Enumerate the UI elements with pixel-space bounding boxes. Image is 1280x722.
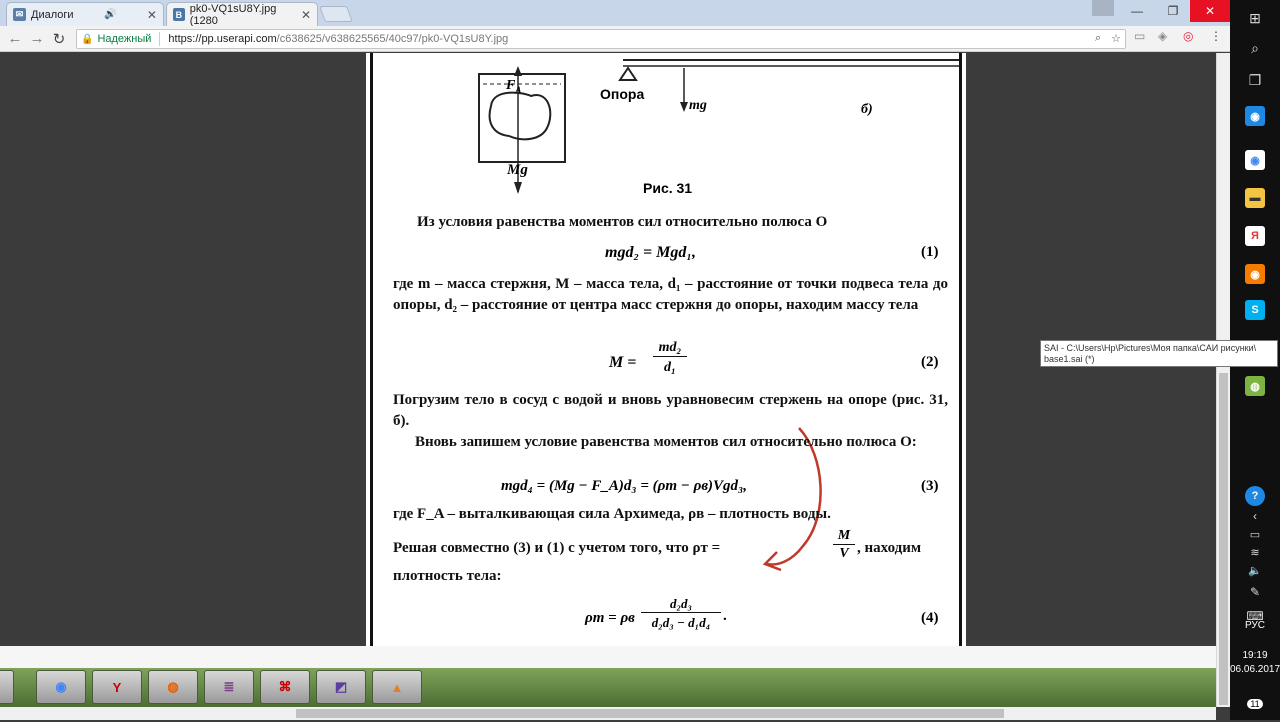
yandex-browser-icon[interactable] — [0, 670, 14, 704]
chevron-left-icon[interactable]: ‹ — [1253, 509, 1257, 523]
fig-fa-label: $F_A$ — [506, 78, 522, 95]
equation-number: (4) — [921, 610, 939, 626]
reload-icon[interactable]: ↻ — [52, 31, 66, 48]
fraction-numerator: d₂d₃ — [641, 596, 721, 613]
menu-icon[interactable]: ⋮ — [1210, 29, 1222, 43]
app-icon[interactable]: ◍ — [1245, 376, 1265, 396]
firefox-icon[interactable]: ◍ — [148, 670, 198, 704]
paragraph: Вновь запишем условие равенства моментов сил относительно полюса O: — [415, 434, 917, 450]
tooltip-line: base1.sai (*) — [1044, 354, 1095, 364]
vk-icon: В — [173, 8, 185, 21]
vessel-outline — [479, 74, 565, 162]
divider — [159, 32, 160, 46]
new-tab-button[interactable] — [319, 6, 353, 22]
skype-icon[interactable]: S — [1245, 300, 1265, 320]
browser-toolbar — [0, 26, 1230, 52]
chrome-icon[interactable]: ◉ — [1245, 150, 1265, 170]
arrow-down-icon — [680, 102, 688, 112]
taskbar-tooltip — [1040, 340, 1278, 367]
notification-center-icon[interactable] — [1230, 686, 1280, 722]
volume-icon[interactable]: 🔈 — [1248, 564, 1262, 577]
minimize-button[interactable]: — — [1131, 4, 1143, 18]
sai-icon[interactable]: ◩ — [316, 670, 366, 704]
fig-support-label: Опора — [600, 86, 645, 102]
winrar-icon[interactable]: ≣ — [204, 670, 254, 704]
extension-icon[interactable]: ▭ — [1134, 29, 1146, 43]
text-line: Из условия равенства моментов сил относительно полюса O — [417, 214, 828, 230]
body-shape — [490, 93, 551, 140]
keyboard-icon[interactable]: ⌨ — [1246, 609, 1264, 623]
wifi-icon[interactable]: ≋ — [1250, 546, 1260, 559]
tab-title: Диалоги — [31, 8, 74, 21]
app-icon[interactable]: ◉ — [1245, 264, 1265, 284]
paragraph: Решая совместно (3) и (1) с учетом того, что ρт = — [393, 540, 721, 556]
tab-title: pk0-VQ1sU8Y.jpg (1280 — [189, 2, 277, 27]
paragraph: где m – масса стержня, M – масса тела, d₁ – расстояние от точки подвеса тела до опоры, d₂ – расстояние от центра масс стержня до опоры, находим массу тела — [393, 276, 948, 313]
search-icon[interactable]: ⌕ — [1251, 39, 1259, 56]
url-path: /c638625/v638625565/40c97/pk0-VQ1sU8Y.jpg — [276, 33, 509, 45]
tab-close-icon[interactable]: ✕ — [146, 7, 157, 22]
yandex-icon[interactable]: Y — [92, 670, 142, 704]
address-bar[interactable] — [76, 29, 1126, 49]
battery-icon[interactable]: ▭ — [1249, 528, 1261, 541]
tooltip-line: SAI - C:\Users\Hp\Pictures\Моя папка\САИ рисунки\ — [1044, 343, 1257, 353]
task-view-icon[interactable]: ❐ — [1248, 71, 1262, 88]
arrow-up-icon — [514, 66, 522, 76]
horizontal-scroll-thumb[interactable] — [296, 709, 1004, 718]
equation-4-lhs: ρт = ρв — [585, 610, 635, 626]
fig-Mg-label: Mg — [507, 162, 528, 178]
clock-date[interactable]: 06.06.2017 — [1230, 664, 1280, 675]
file-explorer-icon[interactable]: ▬ — [1245, 188, 1265, 208]
extension-target-icon[interactable]: ◎ — [1183, 29, 1194, 43]
bookmark-star-icon[interactable]: ☆ — [1111, 33, 1121, 45]
equation-number: (2) — [921, 354, 939, 370]
image-viewport — [0, 53, 1216, 646]
fraction-denominator: V — [839, 546, 849, 561]
extension-shield-icon[interactable]: ◈ — [1158, 29, 1168, 43]
arrow-down-icon — [514, 182, 522, 194]
zoom-icon[interactable]: ⌕ — [1094, 32, 1102, 44]
yandex-icon[interactable]: Я — [1245, 226, 1265, 246]
horizontal-scrollbar[interactable] — [0, 707, 1216, 720]
clock-time[interactable]: 19:19 — [1242, 650, 1268, 661]
equation-number: (1) — [921, 244, 939, 260]
paragraph: Погрузим тело в сосуд с водой и вновь уравновесим стержень на опоре (рис. 31, б). — [393, 392, 948, 429]
url-host: https://pp.userapi.com — [168, 33, 277, 45]
language-indicator[interactable]: РУС — [1244, 620, 1266, 631]
fraction-numerator: md₂ — [653, 340, 687, 357]
tab-strip — [0, 0, 1230, 26]
paragraph: , находим — [857, 540, 922, 556]
vk-chat-icon: ✉ — [13, 8, 26, 21]
tab-close-icon[interactable]: ✕ — [300, 7, 311, 22]
lock-icon: 🔒 — [81, 33, 94, 45]
vertical-scroll-thumb[interactable] — [1219, 373, 1228, 705]
fraction-denominator: d₂d₃ − d₁d₄ — [651, 615, 711, 630]
forward-icon[interactable]: → — [29, 30, 45, 47]
omnibox-actions — [1095, 32, 1121, 45]
equation-3: mgd₄ = (Mg − F_A)d₃ = (ρт − ρв)Vgd₃, — [501, 478, 748, 494]
maximize-button[interactable]: ❐ — [1167, 4, 1179, 18]
equation-1: mgd₂ = Mgd₁, — [605, 244, 696, 261]
paragraph: плотность тела: — [393, 568, 502, 584]
equation-2-lhs: M = — [609, 354, 637, 371]
paragraph: где F_A – выталкивающая сила Архимеда, ρв – плотность воды. — [393, 506, 831, 522]
fraction-denominator: d₁ — [664, 360, 676, 375]
user-profile-icon[interactable] — [1092, 0, 1114, 16]
support-triangle — [620, 68, 636, 80]
legacy-taskbar — [0, 668, 1216, 707]
fig-mg-label: mg — [689, 98, 707, 113]
tab-dialogs[interactable] — [6, 2, 164, 26]
fraction-numerator: M — [833, 528, 855, 545]
help-icon[interactable]: ? — [1245, 486, 1265, 506]
speaker-icon[interactable]: 🔊 — [104, 9, 117, 20]
notification-count: 11 — [1247, 699, 1262, 709]
avast-icon[interactable]: ▲ — [372, 670, 422, 704]
equation-number: (3) — [921, 478, 939, 494]
chrome-icon[interactable]: ◉ — [36, 670, 86, 704]
start-windows-icon[interactable]: ⊞ — [1249, 9, 1261, 26]
annotation-arrowhead — [765, 552, 781, 570]
period: . — [723, 608, 727, 624]
browser-app-icon[interactable]: ◉ — [1245, 106, 1265, 126]
tab-image[interactable] — [166, 2, 318, 26]
vertical-scrollbar[interactable] — [1216, 53, 1230, 707]
pen-icon[interactable]: ✎ — [1249, 585, 1261, 599]
figure-caption: Рис. 31 — [643, 180, 693, 196]
secure-label: Надежный — [97, 33, 152, 45]
back-icon[interactable]: ← — [7, 30, 23, 47]
acrobat-icon[interactable]: ⌘ — [260, 670, 310, 704]
close-button[interactable]: ✕ — [1190, 0, 1230, 22]
scanned-page — [370, 53, 962, 646]
fig-b-label: б) — [861, 102, 873, 117]
